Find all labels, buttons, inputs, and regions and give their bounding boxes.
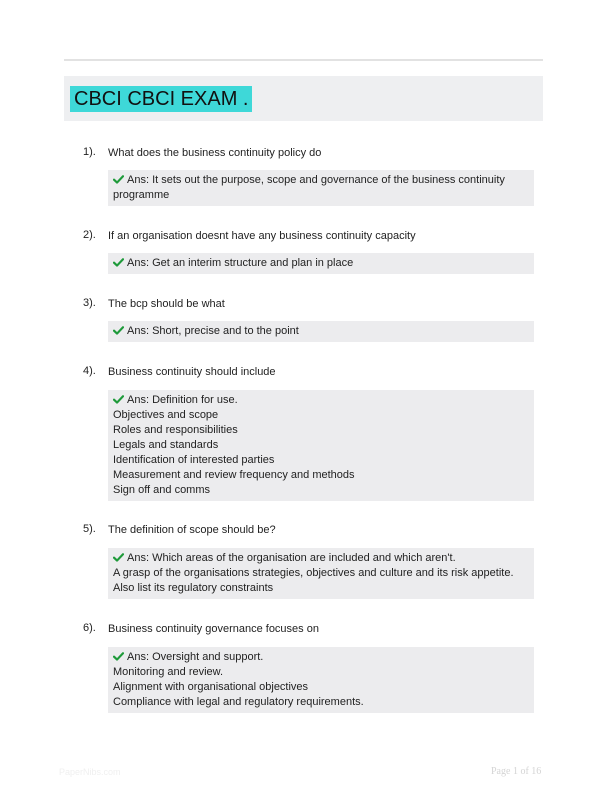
question-text: Business continuity should include [108,366,276,378]
top-divider [64,59,543,61]
document-title: CBCI CBCI EXAM . [70,86,252,112]
checkmark-icon [113,326,124,335]
answer-line [113,256,528,271]
answer-line: Identification of interested parties [113,454,275,466]
answer-box [108,647,534,713]
question-number: 6). [83,622,96,634]
answer-text: Ans: Oversight and support. [127,651,264,663]
checkmark-icon [113,652,124,661]
answer-text: Ans: Short, precise and to the point [127,325,299,337]
question-text: Business continuity governance focuses on [108,623,319,635]
answer-text: Ans: Definition for use. [127,394,238,406]
footer-watermark: PaperNibs.com [59,767,121,777]
answer-line [113,393,528,408]
answer-line: Monitoring and review. [113,666,224,678]
answer-text: Ans: Get an interim structure and plan in place [127,257,354,269]
checkmark-icon [113,258,124,267]
answer-line: Objectives and scope [113,409,219,421]
answer-text: Ans: It sets out the purpose, scope and governance of the business continuity [127,174,505,186]
answer-line: Sign off and comms [113,484,211,496]
answer-box [108,253,534,274]
question-text: The definition of scope should be? [108,524,276,536]
answer-line: programme [113,189,170,201]
checkmark-icon [113,175,124,184]
answer-box [108,548,534,599]
question-number: 4). [83,365,96,377]
question-text: What does the business continuity policy do [108,147,322,159]
question-number: 5). [83,523,96,535]
answer-box [108,170,534,206]
checkmark-icon [113,395,124,404]
question-number: 2). [83,229,96,241]
question-text: The bcp should be what [108,298,225,310]
answer-line [113,650,528,665]
answer-line: Alignment with organisational objectives [113,681,309,693]
answer-line [113,324,528,339]
answer-line [113,173,528,188]
answer-box [108,390,534,501]
page-indicator: Page 1 of 16 [491,766,542,777]
question-number: 1). [83,146,96,158]
answer-line: Roles and responsibilities [113,424,238,436]
answer-line: Also list its regulatory constraints [113,582,274,594]
answer-text: Ans: Which areas of the organisation are included and which aren't. [127,552,456,564]
answer-line: Legals and standards [113,439,219,451]
question-text: If an organisation doesnt have any business continuity capacity [108,230,416,242]
answer-line: Measurement and review frequency and methods [113,469,355,481]
checkmark-icon [113,553,124,562]
answer-line: Compliance with legal and regulatory requirements. [113,696,364,708]
answer-box [108,321,534,342]
question-number: 3). [83,297,96,309]
answer-line: A grasp of the organisations strategies, objectives and culture and its risk appetite. [113,567,514,579]
answer-line [113,551,528,566]
